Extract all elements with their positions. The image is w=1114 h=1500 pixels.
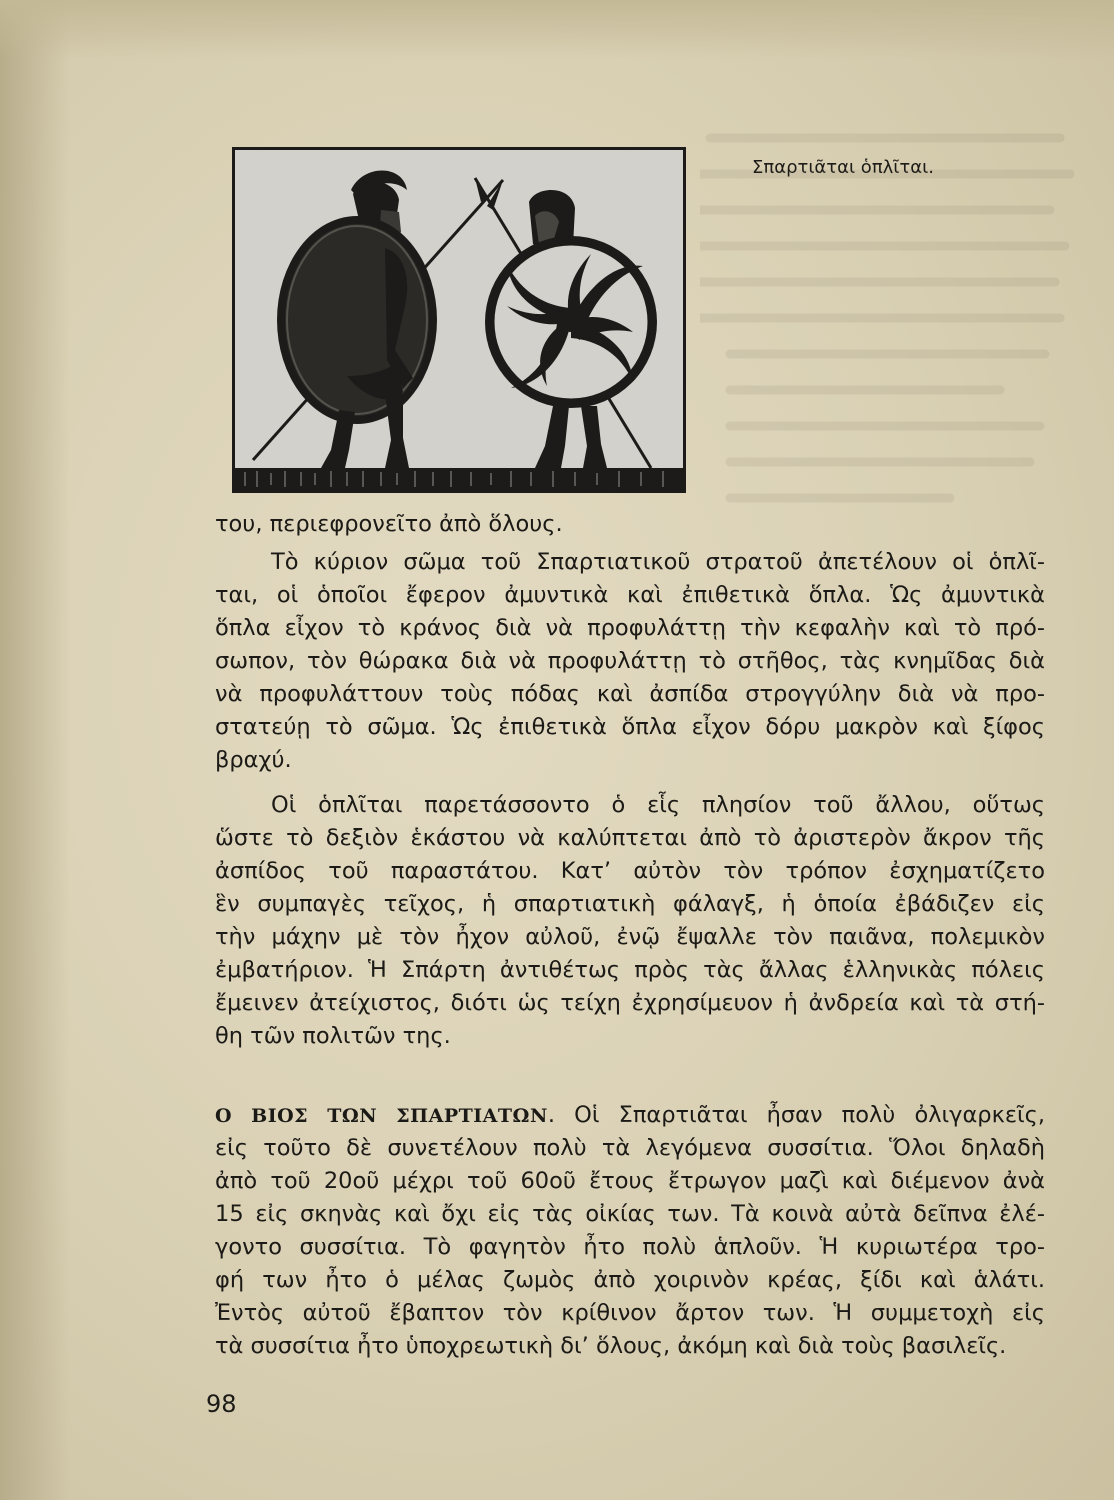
text-line: ἐμβατήριον. Ἡ Σπάρτη ἀντιθέτως πρὸς τὰς ἄλλας ἑλληνικὰς πόλεις <box>215 957 1045 983</box>
text-line: θη τῶν πολιτῶν της. <box>215 1023 451 1049</box>
text-line: Οἱ ὁπλῖται παρετάσσοντο ὁ εἷς πλησίον τοῦ ἄλλου, οὕτως <box>271 792 1045 818</box>
text-line: φή των ἦτο ὁ μέλας ζωμὸς ἀπὸ χοιρινὸν κρέας, ξίδι καὶ ἁλάτι. <box>215 1267 1045 1293</box>
paragraph-continuation <box>215 508 1045 541</box>
hoplites-drawing <box>235 150 683 490</box>
text-line: εἰς τοῦτο δὲ συνετέλουν πολὺ τὰ λεγόμενα συσσίτια. Ὅλοι δηλαδὴ <box>215 1135 1045 1161</box>
text-line: . Οἱ Σπαρτιᾶται ἦσαν πολὺ ὀλιγαρκεῖς, <box>547 1102 1045 1128</box>
text-line: ται, οἱ ὁποῖοι ἔφερον ἀμυντικὰ καὶ ἐπιθετικὰ ὅπλα. Ὡς ἀμυντικὰ <box>215 582 1045 608</box>
text-line: ὅπλα εἶχον τὸ κράνος διὰ νὰ προφυλάττῃ τὴν κεφαλὴν καὶ τὸ πρό- <box>215 615 1045 641</box>
page-edge-shadow <box>0 0 70 1500</box>
text-line: γοντο συσσίτια. Τὸ φαγητὸν ἦτο πολὺ ἁπλοῦν. Ἡ κυριωτέρα τρο- <box>215 1234 1045 1260</box>
page-number: 98 <box>206 1390 237 1418</box>
text-line: τὰ συσσίτια ἦτο ὑποχρεωτικὴ δι’ ὅλους, ἀκόμη καὶ διὰ τοὺς βασιλεῖς. <box>215 1333 1007 1359</box>
section-first-line <box>215 1099 1045 1132</box>
hoplites-illustration <box>232 147 686 493</box>
section-heading: Ο ΒΙΟΣ ΤΩΝ ΣΠΑΡΤΙΑΤΩΝ <box>215 1105 548 1127</box>
text-line: νὰ προφυλάττουν τοὺς πόδας καὶ ἀσπίδα στρογγύλην διὰ νὰ προ- <box>215 681 1045 707</box>
text-line: ἔμεινεν ἀτείχιστος, διότι ὡς τείχη ἐχρησίμευον ἡ ἀνδρεία καὶ τὰ στή- <box>215 990 1045 1016</box>
text-line: Ἐντὸς αὐτοῦ ἔβαπτον τὸν κρίθινον ἄρτον των. Ἡ συμμετοχὴ εἰς <box>215 1300 1045 1326</box>
text-line: Τὸ κύριον σῶμα τοῦ Σπαρτιατικοῦ στρατοῦ ἀπετέλουν οἱ ὁπλῖ- <box>271 549 1045 575</box>
text-line: βραχύ. <box>215 747 292 773</box>
text-line: ὥστε τὸ δεξιὸν ἑκάστου νὰ καλύπτεται ἀπὸ τὸ ἀριστερὸν ἄκρον τῆς <box>215 825 1045 851</box>
text-line: 15 εἰς σκηνὰς καὶ ὄχι εἰς τὰς οἰκίας των. Τὰ κοινὰ αὐτὰ δεῖπνα ἐλέ- <box>215 1201 1045 1227</box>
text-line: σωπον, τὸν θώρακα διὰ νὰ προφυλάττῃ τὸ στῆθος, τὰς κνημῖδας διὰ <box>215 648 1045 674</box>
text-line: στατεύῃ τὸ σῶμα. Ὡς ἐπιθετικὰ ὅπλα εἶχον δόρυ μακρὸν καὶ ξίφος <box>215 714 1045 740</box>
text-line: τὴν μάχην μὲ τὸν ἦχον αὐλοῦ, ἐνῷ ἔψαλλε τὸν παιᾶνα, πολεμικὸν <box>215 924 1045 950</box>
text-line: ἀπὸ τοῦ 20οῦ μέχρι τοῦ 60οῦ ἔτους ἔτρωγον μαζὶ καὶ διέμενον ἀνὰ <box>215 1168 1045 1194</box>
bleed-through-lines <box>700 130 1080 550</box>
text-line: ἓν συμπαγὲς τεῖχος, ἡ σπαρτιατικὴ φάλαγξ, ἡ ὁποία ἐβάδιζεν εἰς <box>215 891 1045 917</box>
figure-caption: Σπαρτιᾶται ὁπλῖται. <box>752 157 934 178</box>
bleed-through-texture <box>700 130 1080 555</box>
section-spartan-life <box>215 1099 1045 1363</box>
text-line: του, περιεφρονεῖτο ἀπὸ ὅλους. <box>215 511 563 537</box>
paragraph-hoplites <box>215 546 1045 777</box>
paragraph-phalanx <box>215 789 1045 1053</box>
page-top-shadow <box>0 0 1114 60</box>
text-line: ἀσπίδος τοῦ παραστάτου. Κατ’ αὐτὸν τὸν τρόπον ἐσχηματίζετο <box>215 858 1045 884</box>
